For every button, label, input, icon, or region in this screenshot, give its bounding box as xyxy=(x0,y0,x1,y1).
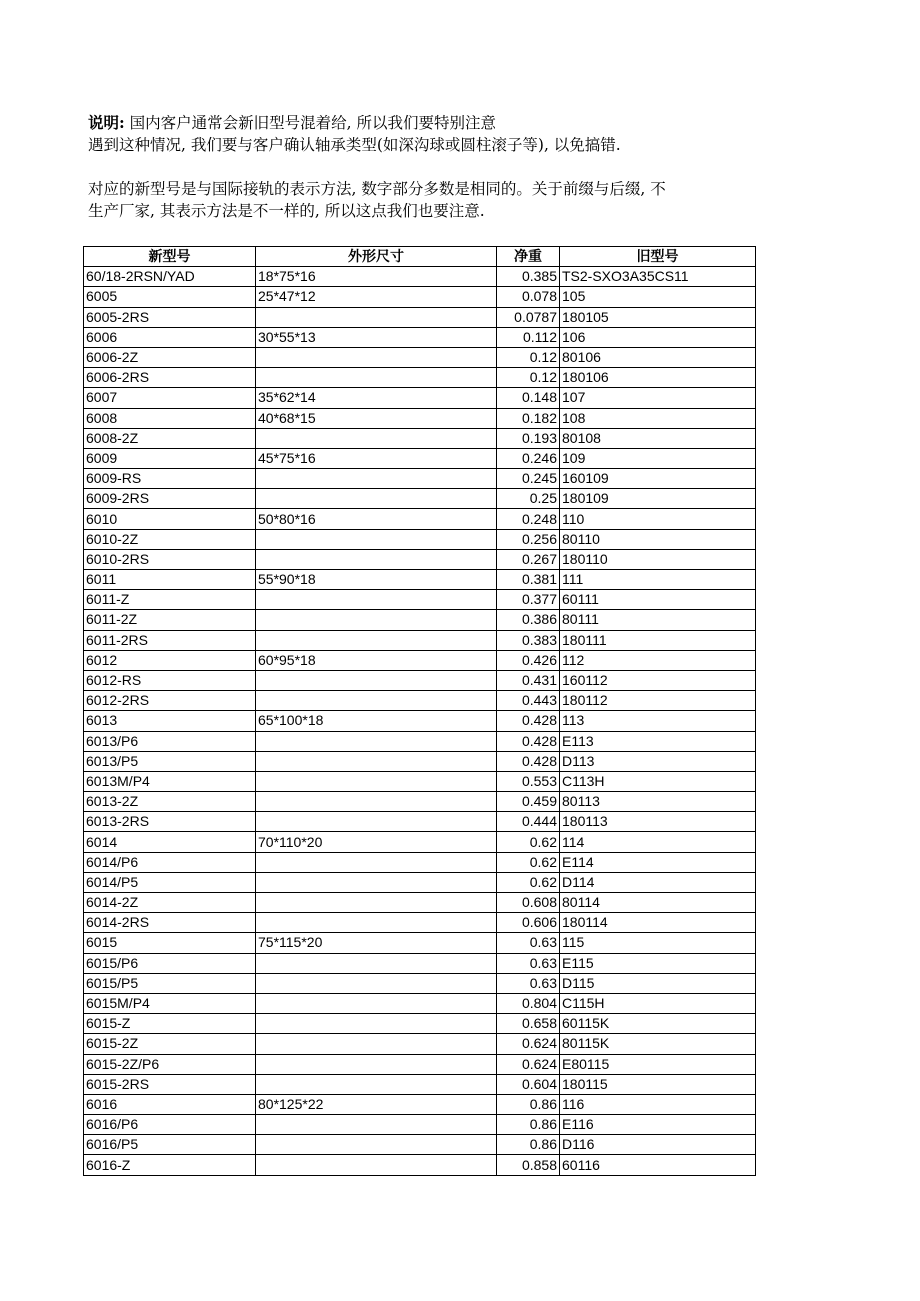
cell-dimensions xyxy=(256,1054,497,1074)
cell-new-model: 6011-2RS xyxy=(84,630,256,650)
cell-net-weight: 0.12 xyxy=(497,347,560,367)
cell-dimensions xyxy=(256,610,497,630)
cell-new-model: 6009-2RS xyxy=(84,489,256,509)
table-row xyxy=(84,428,756,448)
cell-new-model: 6006-2Z xyxy=(84,347,256,367)
cell-net-weight: 0.443 xyxy=(497,691,560,711)
table-row xyxy=(84,549,756,569)
table-row xyxy=(84,893,756,913)
cell-old-model: 115 xyxy=(560,933,756,953)
cell-net-weight: 0.86 xyxy=(497,1135,560,1155)
cell-net-weight: 0.804 xyxy=(497,993,560,1013)
cell-dimensions: 75*115*20 xyxy=(256,933,497,953)
cell-net-weight: 0.63 xyxy=(497,973,560,993)
cell-new-model: 6005 xyxy=(84,287,256,307)
cell-new-model: 6016-Z xyxy=(84,1155,256,1175)
note-line-2: 遇到这种情况, 我们要与客户确认轴承类型(如深沟球或圆柱滚子等), 以免搞错. xyxy=(88,136,621,154)
cell-net-weight: 0.148 xyxy=(497,388,560,408)
cell-net-weight: 0.62 xyxy=(497,832,560,852)
cell-net-weight: 0.386 xyxy=(497,610,560,630)
table-row xyxy=(84,872,756,892)
cell-dimensions: 60*95*18 xyxy=(256,650,497,670)
table-row xyxy=(84,287,756,307)
cell-old-model: 180115 xyxy=(560,1074,756,1094)
header-dimensions: 外形尺寸 xyxy=(256,247,497,267)
table-row xyxy=(84,933,756,953)
cell-new-model: 6011-Z xyxy=(84,590,256,610)
cell-dimensions xyxy=(256,347,497,367)
cell-new-model: 6006 xyxy=(84,327,256,347)
cell-dimensions: 45*75*16 xyxy=(256,448,497,468)
cell-old-model: 106 xyxy=(560,327,756,347)
cell-old-model: 80114 xyxy=(560,893,756,913)
cell-net-weight: 0.428 xyxy=(497,731,560,751)
cell-old-model: TS2-SXO3A35CS11 xyxy=(560,267,756,287)
cell-old-model: 180105 xyxy=(560,307,756,327)
cell-old-model: E116 xyxy=(560,1115,756,1135)
cell-net-weight: 0.256 xyxy=(497,529,560,549)
cell-dimensions: 30*55*13 xyxy=(256,327,497,347)
cell-old-model: 113 xyxy=(560,711,756,731)
cell-new-model: 6012 xyxy=(84,650,256,670)
table-row xyxy=(84,307,756,327)
cell-dimensions xyxy=(256,307,497,327)
table-row xyxy=(84,1155,756,1175)
cell-net-weight: 0.606 xyxy=(497,913,560,933)
table-row xyxy=(84,731,756,751)
cell-old-model: 80113 xyxy=(560,792,756,812)
cell-new-model: 6014/P5 xyxy=(84,872,256,892)
table-row xyxy=(84,812,756,832)
table-row xyxy=(84,691,756,711)
cell-old-model: 160112 xyxy=(560,670,756,690)
cell-net-weight: 0.428 xyxy=(497,711,560,731)
cell-old-model: 180106 xyxy=(560,368,756,388)
note-spacer xyxy=(88,156,920,178)
cell-old-model: D114 xyxy=(560,872,756,892)
cell-net-weight: 0.383 xyxy=(497,630,560,650)
cell-dimensions xyxy=(256,1034,497,1054)
table-row xyxy=(84,630,756,650)
cell-net-weight: 0.608 xyxy=(497,893,560,913)
cell-net-weight: 0.267 xyxy=(497,549,560,569)
cell-old-model: 108 xyxy=(560,408,756,428)
cell-new-model: 6014-2RS xyxy=(84,913,256,933)
cell-new-model: 6016 xyxy=(84,1094,256,1114)
cell-new-model: 6011 xyxy=(84,570,256,590)
cell-old-model: C113H xyxy=(560,771,756,791)
table-row xyxy=(84,993,756,1013)
cell-dimensions xyxy=(256,751,497,771)
cell-new-model: 6015-2RS xyxy=(84,1074,256,1094)
cell-old-model: E115 xyxy=(560,953,756,973)
cell-net-weight: 0.444 xyxy=(497,812,560,832)
table-row xyxy=(84,408,756,428)
table-row xyxy=(84,1074,756,1094)
cell-dimensions xyxy=(256,489,497,509)
cell-net-weight: 0.248 xyxy=(497,509,560,529)
cell-old-model: 80106 xyxy=(560,347,756,367)
cell-dimensions xyxy=(256,1014,497,1034)
table-row xyxy=(84,1115,756,1135)
cell-dimensions: 18*75*16 xyxy=(256,267,497,287)
cell-new-model: 6011-2Z xyxy=(84,610,256,630)
cell-net-weight: 0.182 xyxy=(497,408,560,428)
cell-old-model: 180112 xyxy=(560,691,756,711)
cell-dimensions: 65*100*18 xyxy=(256,711,497,731)
cell-dimensions xyxy=(256,812,497,832)
table-row xyxy=(84,771,756,791)
bearing-table xyxy=(83,246,756,1176)
cell-new-model: 60/18-2RSN/YAD xyxy=(84,267,256,287)
cell-old-model: 180113 xyxy=(560,812,756,832)
cell-net-weight: 0.62 xyxy=(497,852,560,872)
cell-old-model: 80115K xyxy=(560,1034,756,1054)
cell-new-model: 6008-2Z xyxy=(84,428,256,448)
cell-dimensions xyxy=(256,670,497,690)
cell-dimensions xyxy=(256,590,497,610)
cell-net-weight: 0.193 xyxy=(497,428,560,448)
cell-old-model: 180114 xyxy=(560,913,756,933)
cell-net-weight: 0.624 xyxy=(497,1054,560,1074)
cell-new-model: 6016/P5 xyxy=(84,1135,256,1155)
cell-net-weight: 0.377 xyxy=(497,590,560,610)
cell-net-weight: 0.624 xyxy=(497,1034,560,1054)
table-row xyxy=(84,610,756,630)
cell-old-model: 80111 xyxy=(560,610,756,630)
cell-dimensions xyxy=(256,953,497,973)
cell-old-model: 180109 xyxy=(560,489,756,509)
cell-net-weight: 0.428 xyxy=(497,751,560,771)
table-row xyxy=(84,711,756,731)
table-row xyxy=(84,913,756,933)
cell-dimensions xyxy=(256,852,497,872)
cell-new-model: 6013/P6 xyxy=(84,731,256,751)
cell-new-model: 6015/P6 xyxy=(84,953,256,973)
cell-dimensions xyxy=(256,792,497,812)
cell-new-model: 6013/P5 xyxy=(84,751,256,771)
cell-new-model: 6010 xyxy=(84,509,256,529)
header-old-model: 旧型号 xyxy=(560,247,756,267)
table-row xyxy=(84,751,756,771)
cell-new-model: 6015-Z xyxy=(84,1014,256,1034)
table-row xyxy=(84,529,756,549)
cell-net-weight: 0.86 xyxy=(497,1115,560,1135)
cell-new-model: 6010-2RS xyxy=(84,549,256,569)
cell-new-model: 6013-2Z xyxy=(84,792,256,812)
cell-dimensions xyxy=(256,993,497,1013)
cell-dimensions xyxy=(256,731,497,751)
cell-old-model: D116 xyxy=(560,1135,756,1155)
cell-old-model: 80108 xyxy=(560,428,756,448)
cell-net-weight: 0.381 xyxy=(497,570,560,590)
cell-dimensions xyxy=(256,469,497,489)
table-row xyxy=(84,792,756,812)
cell-dimensions xyxy=(256,1135,497,1155)
cell-dimensions xyxy=(256,872,497,892)
cell-new-model: 6009-RS xyxy=(84,469,256,489)
cell-dimensions xyxy=(256,529,497,549)
cell-net-weight: 0.112 xyxy=(497,327,560,347)
cell-net-weight: 0.426 xyxy=(497,650,560,670)
cell-old-model: 180110 xyxy=(560,549,756,569)
cell-net-weight: 0.63 xyxy=(497,953,560,973)
table-row xyxy=(84,1014,756,1034)
cell-dimensions: 40*68*15 xyxy=(256,408,497,428)
table-row xyxy=(84,973,756,993)
cell-dimensions xyxy=(256,368,497,388)
table-row xyxy=(84,570,756,590)
cell-new-model: 6009 xyxy=(84,448,256,468)
table-row xyxy=(84,1094,756,1114)
table-body xyxy=(84,267,756,1175)
note-line-3: 对应的新型号是与国际接轨的表示方法, 数字部分多数是相同的。关于前缀与后缀, 不 xyxy=(88,180,666,198)
cell-new-model: 6013M/P4 xyxy=(84,771,256,791)
table-row xyxy=(84,670,756,690)
cell-dimensions xyxy=(256,771,497,791)
cell-dimensions: 55*90*18 xyxy=(256,570,497,590)
header-row xyxy=(84,247,756,267)
cell-old-model: 114 xyxy=(560,832,756,852)
table-row xyxy=(84,368,756,388)
cell-new-model: 6015/P5 xyxy=(84,973,256,993)
cell-new-model: 6006-2RS xyxy=(84,368,256,388)
cell-old-model: 109 xyxy=(560,448,756,468)
cell-net-weight: 0.431 xyxy=(497,670,560,690)
header-net-weight: 净重 xyxy=(497,247,560,267)
cell-net-weight: 0.385 xyxy=(497,267,560,287)
cell-old-model: E80115 xyxy=(560,1054,756,1074)
table-row xyxy=(84,1135,756,1155)
cell-new-model: 6015-2Z xyxy=(84,1034,256,1054)
cell-old-model: 116 xyxy=(560,1094,756,1114)
table-row xyxy=(84,832,756,852)
cell-net-weight: 0.658 xyxy=(497,1014,560,1034)
table-row xyxy=(84,267,756,287)
cell-new-model: 6014 xyxy=(84,832,256,852)
cell-dimensions: 35*62*14 xyxy=(256,388,497,408)
cell-net-weight: 0.858 xyxy=(497,1155,560,1175)
cell-dimensions xyxy=(256,1115,497,1135)
cell-old-model: 107 xyxy=(560,388,756,408)
table-row xyxy=(84,347,756,367)
cell-dimensions xyxy=(256,549,497,569)
note-label: 说明: xyxy=(88,113,125,132)
cell-new-model: 6013-2RS xyxy=(84,812,256,832)
cell-dimensions xyxy=(256,1155,497,1175)
cell-dimensions xyxy=(256,630,497,650)
cell-old-model: D113 xyxy=(560,751,756,771)
table-row xyxy=(84,448,756,468)
cell-old-model: C115H xyxy=(560,993,756,1013)
cell-dimensions xyxy=(256,1074,497,1094)
cell-dimensions: 80*125*22 xyxy=(256,1094,497,1114)
cell-old-model: 60116 xyxy=(560,1155,756,1175)
table-row xyxy=(84,469,756,489)
cell-dimensions xyxy=(256,913,497,933)
note-text-1: 国内客户通常会新旧型号混着给, 所以我们要特别注意 xyxy=(124,114,497,132)
cell-net-weight: 0.246 xyxy=(497,448,560,468)
table-row xyxy=(84,388,756,408)
cell-net-weight: 0.604 xyxy=(497,1074,560,1094)
table-row xyxy=(84,590,756,610)
cell-old-model: E113 xyxy=(560,731,756,751)
cell-old-model: 60115K xyxy=(560,1014,756,1034)
table-header xyxy=(84,247,756,267)
cell-old-model: 160109 xyxy=(560,469,756,489)
cell-net-weight: 0.12 xyxy=(497,368,560,388)
cell-net-weight: 0.553 xyxy=(497,771,560,791)
cell-new-model: 6005-2RS xyxy=(84,307,256,327)
cell-net-weight: 0.078 xyxy=(497,287,560,307)
table-row xyxy=(84,1054,756,1074)
cell-net-weight: 0.0787 xyxy=(497,307,560,327)
cell-dimensions: 70*110*20 xyxy=(256,832,497,852)
cell-dimensions: 25*47*12 xyxy=(256,287,497,307)
cell-old-model: 112 xyxy=(560,650,756,670)
table-row xyxy=(84,953,756,973)
cell-net-weight: 0.25 xyxy=(497,489,560,509)
cell-new-model: 6013 xyxy=(84,711,256,731)
note-line-1 xyxy=(88,112,920,134)
cell-new-model: 6015 xyxy=(84,933,256,953)
cell-old-model: 180111 xyxy=(560,630,756,650)
cell-old-model: 80110 xyxy=(560,529,756,549)
cell-dimensions xyxy=(256,973,497,993)
cell-dimensions xyxy=(256,691,497,711)
cell-new-model: 6015M/P4 xyxy=(84,993,256,1013)
cell-new-model: 6016/P6 xyxy=(84,1115,256,1135)
cell-dimensions xyxy=(256,428,497,448)
table-row xyxy=(84,650,756,670)
cell-net-weight: 0.63 xyxy=(497,933,560,953)
table-row xyxy=(84,852,756,872)
table-row xyxy=(84,327,756,347)
cell-new-model: 6012-2RS xyxy=(84,691,256,711)
cell-old-model: 111 xyxy=(560,570,756,590)
notes-block xyxy=(88,112,920,222)
table-row xyxy=(84,489,756,509)
cell-old-model: E114 xyxy=(560,852,756,872)
cell-new-model: 6012-RS xyxy=(84,670,256,690)
note-line-4: 生产厂家, 其表示方法是不一样的, 所以这点我们也要注意. xyxy=(88,202,485,220)
cell-net-weight: 0.245 xyxy=(497,469,560,489)
cell-new-model: 6007 xyxy=(84,388,256,408)
header-new-model: 新型号 xyxy=(84,247,256,267)
table-row xyxy=(84,509,756,529)
cell-dimensions xyxy=(256,893,497,913)
cell-new-model: 6015-2Z/P6 xyxy=(84,1054,256,1074)
cell-new-model: 6014/P6 xyxy=(84,852,256,872)
cell-old-model: D115 xyxy=(560,973,756,993)
cell-old-model: 60111 xyxy=(560,590,756,610)
cell-net-weight: 0.459 xyxy=(497,792,560,812)
cell-dimensions: 50*80*16 xyxy=(256,509,497,529)
cell-old-model: 110 xyxy=(560,509,756,529)
cell-new-model: 6010-2Z xyxy=(84,529,256,549)
cell-net-weight: 0.62 xyxy=(497,872,560,892)
table-row xyxy=(84,1034,756,1054)
cell-old-model: 105 xyxy=(560,287,756,307)
cell-new-model: 6008 xyxy=(84,408,256,428)
cell-net-weight: 0.86 xyxy=(497,1094,560,1114)
cell-new-model: 6014-2Z xyxy=(84,893,256,913)
